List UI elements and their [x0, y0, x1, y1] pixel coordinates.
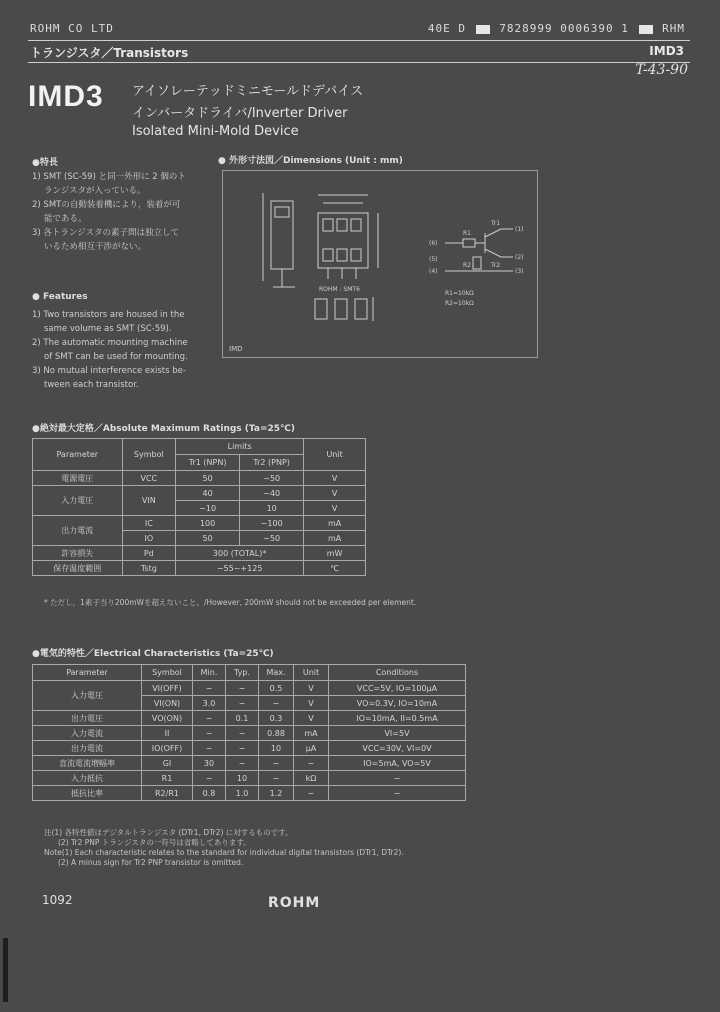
- cell-param: 入力電圧: [33, 486, 123, 516]
- cell-unit: V: [304, 501, 366, 516]
- pin-label: (1): [515, 226, 524, 233]
- package-label: ROHM : SMT6: [319, 286, 360, 293]
- transistor-label: Tr2: [491, 262, 501, 269]
- resistor-label: R2: [463, 262, 471, 269]
- cell-typ: 1.0: [226, 786, 259, 801]
- cell-max: 0.5: [259, 681, 294, 696]
- footprint-pad: [335, 299, 347, 319]
- page-title: IMD3: [28, 80, 104, 113]
- side-view-lead: [275, 207, 289, 217]
- list-item: 能である。: [44, 214, 87, 224]
- page-number: 1092: [42, 893, 73, 907]
- pin-label: (3): [515, 268, 524, 275]
- cell-symbol: VO(ON): [142, 711, 193, 726]
- table-row: [33, 561, 366, 576]
- cell-unit: kΩ: [294, 771, 329, 786]
- cell-unit: V: [304, 486, 366, 501]
- cell-symbol: IO: [122, 531, 176, 546]
- cell-param: 出力電流: [33, 741, 142, 756]
- col-conditions: Conditions: [329, 665, 466, 681]
- col-tr1: Tr1 (NPN): [176, 455, 240, 471]
- cell-unit: −: [294, 756, 329, 771]
- cell-tr2: −100: [240, 516, 304, 531]
- title-line-3: Isolated Mini-Mold Device: [132, 124, 299, 139]
- cell-conditions: −: [329, 786, 466, 801]
- table-header-row: [33, 665, 466, 681]
- cell-tr1: 40: [176, 486, 240, 501]
- header-rule-2: [28, 62, 690, 63]
- table-row: [33, 741, 466, 756]
- col-symbol: Symbol: [142, 665, 193, 681]
- col-limits: Limits: [176, 439, 304, 455]
- cell-tr2: 10: [240, 501, 304, 516]
- cell-min: −: [193, 771, 226, 786]
- features-jp-heading: ●特長: [32, 158, 58, 168]
- note-line: Note(1) Each characteristic relates to the standard for individual digital transistors (DTr1, DTr2).: [44, 848, 404, 857]
- scan-edge-mark: [3, 938, 8, 1002]
- list-item: 3) No mutual interference exists be-: [32, 366, 186, 376]
- cell-symbol: VIN: [122, 486, 176, 516]
- cell-symbol: IO(OFF): [142, 741, 193, 756]
- pad: [337, 219, 347, 231]
- handwritten-note: T-43-90: [635, 62, 688, 78]
- cell-conditions: VCC=30V, VI=0V: [329, 741, 466, 756]
- cell-unit: V: [294, 711, 329, 726]
- cell-unit: mA: [294, 726, 329, 741]
- table-row: [33, 726, 466, 741]
- cell-min: 0.8: [193, 786, 226, 801]
- cell-limits: −55~+125: [176, 561, 304, 576]
- pad: [351, 219, 361, 231]
- cell-symbol: IC: [122, 516, 176, 531]
- cell-param: 入力抵抗: [33, 771, 142, 786]
- list-item: of SMT can be used for mounting.: [44, 352, 188, 362]
- pad: [323, 249, 333, 261]
- cell-typ: 0.1: [226, 711, 259, 726]
- list-item: 2) SMTの自動装着機により，装着が可: [32, 200, 181, 210]
- cell-max: −: [259, 696, 294, 711]
- col-symbol: Symbol: [122, 439, 176, 471]
- list-item: ランジスタが入っている。: [44, 186, 146, 196]
- cell-symbol: GI: [142, 756, 193, 771]
- resistor-label: R1: [463, 230, 471, 237]
- cell-param: 許容損失: [33, 546, 123, 561]
- cell-symbol: VCC: [122, 471, 176, 486]
- cell-param: 出力電流: [33, 516, 123, 546]
- footprint-pad: [355, 299, 367, 319]
- pad: [351, 249, 361, 261]
- cell-typ: −: [226, 756, 259, 771]
- col-min: Min.: [193, 665, 226, 681]
- cell-conditions: VO=0.3V, IO=10mA: [329, 696, 466, 711]
- abs-max-table: [32, 438, 366, 576]
- header-rule: [28, 40, 690, 41]
- cell-unit: ℃: [304, 561, 366, 576]
- cell-conditions: IO=5mA, VO=5V: [329, 756, 466, 771]
- resistor-value: R1=10kΩ: [445, 290, 474, 297]
- cell-tr1: −10: [176, 501, 240, 516]
- list-item: いるため相互干渉がない。: [44, 242, 147, 252]
- pad: [323, 219, 333, 231]
- pin-label: (4): [429, 268, 438, 275]
- abs-max-footnote: * ただし，1素子当り200mWを超えないこと。/However, 200mW should not be exceeded per element.: [44, 598, 417, 607]
- note-line: (2) Tr2 PNP トランジスタの一符号は省略してあります。: [58, 838, 251, 847]
- pin-label: (5): [429, 256, 438, 263]
- cell-param: 電源電圧: [33, 471, 123, 486]
- company-name: ROHM CO LTD: [30, 22, 114, 35]
- cell-typ: −: [226, 696, 259, 711]
- cell-tr2: −50: [240, 531, 304, 546]
- cell-min: −: [193, 741, 226, 756]
- cell-symbol: II: [142, 726, 193, 741]
- cell-tr1: 50: [176, 471, 240, 486]
- code-right: 7828999 0006390 1: [499, 22, 629, 35]
- cell-tr2: −50: [240, 471, 304, 486]
- part-label: IMD3: [649, 44, 684, 58]
- cell-unit: mA: [304, 531, 366, 546]
- table-row: [33, 681, 466, 696]
- elec-table: [32, 664, 466, 801]
- transistor-collector: [485, 229, 501, 237]
- cell-min: 30: [193, 756, 226, 771]
- cell-typ: 10: [226, 771, 259, 786]
- col-max: Max.: [259, 665, 294, 681]
- cell-tr1: 100: [176, 516, 240, 531]
- transistor-label: Tr1: [491, 220, 501, 227]
- resistor-r2: [473, 257, 481, 269]
- table-header-row: [33, 439, 366, 455]
- cell-param: 保存温度範囲: [33, 561, 123, 576]
- cell-unit: μA: [294, 741, 329, 756]
- dimensions-heading: ● 外形寸法図／Dimensions (Unit : mm): [218, 156, 403, 166]
- cell-symbol: R1: [142, 771, 193, 786]
- col-tr2: Tr2 (PNP): [240, 455, 304, 471]
- barcode-block-icon: [639, 25, 653, 34]
- features-en-list: [32, 308, 204, 392]
- cell-symbol: R2/R1: [142, 786, 193, 801]
- pin-label: (2): [515, 254, 524, 261]
- side-view-body: [271, 201, 293, 269]
- dimensions-figure: [222, 170, 538, 358]
- cell-max: 0.88: [259, 726, 294, 741]
- category-label: トランジスタ／Transistors: [30, 46, 189, 60]
- pin-label: (6): [429, 240, 438, 247]
- cell-max: 1.2: [259, 786, 294, 801]
- cell-typ: −: [226, 741, 259, 756]
- elec-notes: [44, 828, 464, 868]
- title-line-2: インバータドライバ/Inverter Driver: [132, 106, 348, 121]
- cell-min: −: [193, 681, 226, 696]
- list-item: 3) 各トランジスタの素子間は独立して: [32, 228, 179, 238]
- table-row: [33, 486, 366, 501]
- cell-tr2: −40: [240, 486, 304, 501]
- cell-conditions: −: [329, 771, 466, 786]
- list-item: 1) SMT (SC-59) と同一外形に 2 個のト: [32, 172, 186, 182]
- cell-symbol: VI(OFF): [142, 681, 193, 696]
- cell-conditions: VI=5V: [329, 726, 466, 741]
- cell-symbol: VI(ON): [142, 696, 193, 711]
- cell-symbol: Pd: [122, 546, 176, 561]
- brand-code: RHM: [662, 22, 685, 35]
- cell-unit: mW: [304, 546, 366, 561]
- note-line: 注(1) 各特性値はデジタルトランジスタ (DTr1, DTr2) に対するものです。: [44, 828, 293, 837]
- cell-min: −: [193, 711, 226, 726]
- cell-symbol: Tstg: [122, 561, 176, 576]
- header-strip: [30, 18, 685, 40]
- cell-min: −: [193, 726, 226, 741]
- table-row: [33, 771, 466, 786]
- list-item: same volume as SMT (SC-59).: [44, 324, 172, 334]
- pad: [337, 249, 347, 261]
- transistor-emitter: [485, 249, 501, 257]
- table-row: [33, 546, 366, 561]
- cell-typ: −: [226, 726, 259, 741]
- cell-unit: mA: [304, 516, 366, 531]
- cell-param: 抵抗比率: [33, 786, 142, 801]
- col-unit: Unit: [294, 665, 329, 681]
- resistor-value: R2=10kΩ: [445, 300, 474, 307]
- code-left: 40E D: [427, 22, 467, 35]
- document-code: [428, 22, 685, 35]
- rohm-logo: ROHM: [268, 895, 321, 911]
- cell-unit: −: [294, 786, 329, 801]
- table-row: [33, 516, 366, 531]
- cell-param: 出力電圧: [33, 711, 142, 726]
- cell-max: −: [259, 756, 294, 771]
- figure-label: IMD: [229, 345, 243, 353]
- cell-min: 3.0: [193, 696, 226, 711]
- col-unit: Unit: [304, 439, 366, 471]
- features-en-heading: ● Features: [32, 292, 88, 302]
- dimension-drawing: [223, 171, 537, 357]
- table-row: [33, 786, 466, 801]
- features-jp-list: [32, 170, 202, 254]
- abs-max-heading: ●絶対最大定格／Absolute Maximum Ratings (Ta=25℃): [32, 424, 296, 434]
- table-row: [33, 471, 366, 486]
- footprint-pad: [315, 299, 327, 319]
- note-line: (2) A minus sign for Tr2 PNP transistor is omitted.: [58, 858, 244, 867]
- cell-max: −: [259, 771, 294, 786]
- col-parameter: Parameter: [33, 665, 142, 681]
- barcode-block-icon: [476, 25, 490, 34]
- cell-conditions: VCC=5V, IO=100μA: [329, 681, 466, 696]
- cell-max: 10: [259, 741, 294, 756]
- cell-unit: V: [294, 696, 329, 711]
- col-typ: Typ.: [226, 665, 259, 681]
- cell-param: 入力電流: [33, 726, 142, 741]
- cell-param: 直流電流増幅率: [33, 756, 142, 771]
- list-item: 2) The automatic mounting machine: [32, 338, 188, 348]
- title-line-1: アイソレーテッドミニモールドデバイス: [132, 84, 364, 99]
- cell-tr1: 50: [176, 531, 240, 546]
- table-row: [33, 756, 466, 771]
- list-item: tween each transistor.: [44, 380, 139, 390]
- cell-limits: 300 (TOTAL)*: [176, 546, 304, 561]
- elec-heading: ●電気的特性／Electrical Characteristics (Ta=25℃): [32, 649, 274, 659]
- col-parameter: Parameter: [33, 439, 123, 471]
- list-item: 1) Two transistors are housed in the: [32, 310, 185, 320]
- cell-unit: V: [304, 471, 366, 486]
- cell-typ: −: [226, 681, 259, 696]
- resistor-r1: [463, 239, 475, 247]
- cell-param: 入力電圧: [33, 681, 142, 711]
- table-row: [33, 711, 466, 726]
- cell-max: 0.3: [259, 711, 294, 726]
- cell-conditions: IO=10mA, II=0.5mA: [329, 711, 466, 726]
- cell-unit: V: [294, 681, 329, 696]
